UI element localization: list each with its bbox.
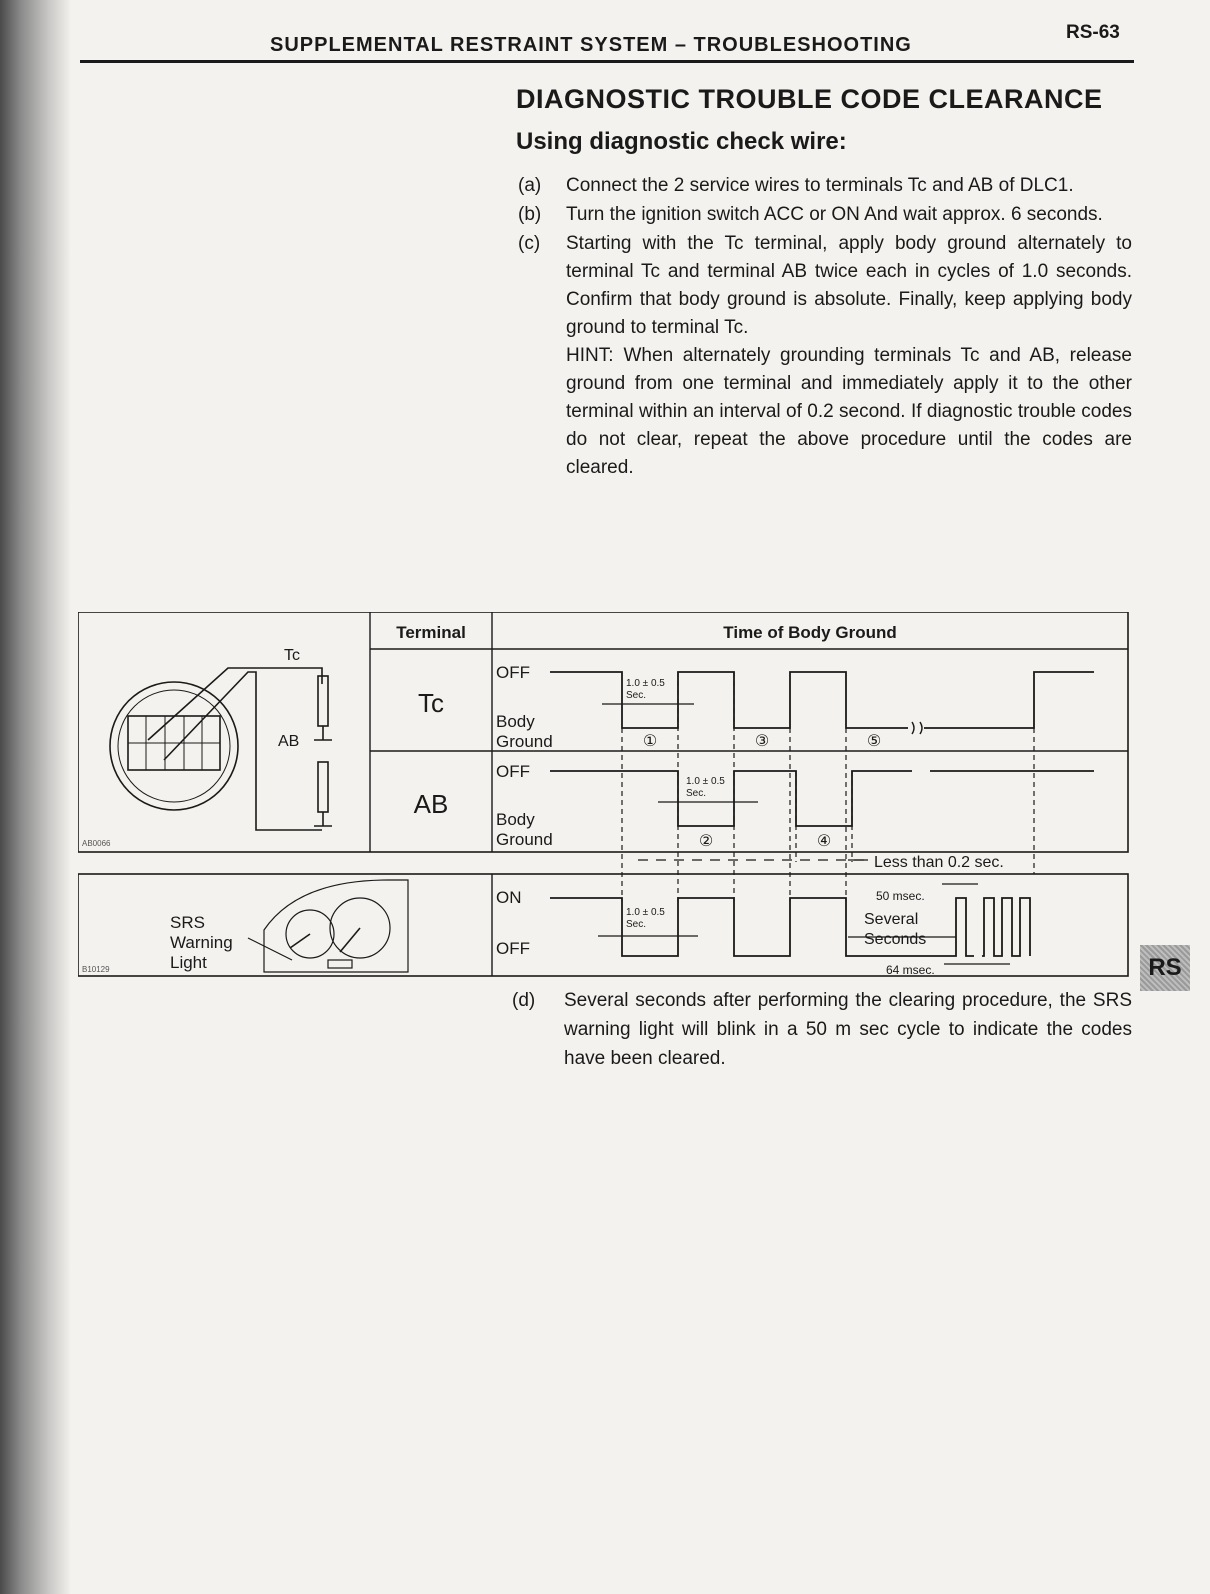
figure-code-2: B10129 <box>82 965 110 974</box>
page-binding-shadow <box>0 0 70 1594</box>
procedure-steps <box>518 172 1132 483</box>
timing-diagram-figure <box>78 612 1130 978</box>
srs-label-2: Warning <box>170 933 233 952</box>
tc-off-label: OFF <box>496 663 530 682</box>
section-tab-rs: RS <box>1140 945 1190 991</box>
tc-waveform <box>550 672 908 728</box>
light-blink-waveform <box>982 898 1030 956</box>
tc-waveform-final <box>924 672 1094 728</box>
light-off-label: OFF <box>496 939 530 958</box>
pulse-label-1: ① <box>642 733 658 750</box>
msec64-label: 64 msec. <box>886 963 935 977</box>
ab-ground-label-2: Ground <box>496 830 553 849</box>
srs-label-1: SRS <box>170 913 205 932</box>
step-text: Several seconds after performing the clearing procedure, the SRS warning light will blink in a 50 m sec cycle to indicate the codes have been cleared. <box>564 990 1132 1069</box>
srs-label-3: Light <box>170 953 207 972</box>
light-on-label: ON <box>496 888 522 907</box>
step-marker: (c) <box>518 233 541 254</box>
tc-timing-value: 1.0 ± 0.5 <box>626 678 665 689</box>
pulse-label-5: ⑤ <box>866 733 882 750</box>
pulse-label-4: ④ <box>816 833 832 850</box>
tc-timing-unit: Sec. <box>626 690 647 701</box>
diagram-frame-top <box>78 612 1128 852</box>
step-b <box>518 201 1132 229</box>
wire-label-tc: Tc <box>284 647 300 664</box>
step-text: Connect the 2 service wires to terminals Tc and AB of DLC1. <box>566 175 1074 196</box>
pulse-label-2: ② <box>698 833 714 850</box>
ab-waveform <box>550 771 912 826</box>
tc-break-mark <box>912 722 922 734</box>
light-timing-unit: Sec. <box>626 919 647 930</box>
row-label-tc: Tc <box>418 688 444 718</box>
step-a <box>518 172 1132 200</box>
step-marker: (d) <box>512 990 536 1011</box>
ab-ground-label-1: Body <box>496 810 535 829</box>
step-marker: (a) <box>518 175 542 196</box>
step-d <box>512 986 1132 1073</box>
ab-timing-unit: Sec. <box>686 788 707 799</box>
header-rule <box>80 60 1134 63</box>
combination-meter-illustration <box>248 880 408 972</box>
tc-ground-label-2: Ground <box>496 732 553 751</box>
step-text: Turn the ignition switch ACC or ON And wait approx. 6 seconds. <box>566 204 1103 225</box>
less-than-label: Less than 0.2 sec. <box>874 854 1004 871</box>
hint-label: HINT: <box>566 345 614 366</box>
running-header-title: SUPPLEMENTAL RESTRAINT SYSTEM – TROUBLESHOOTING <box>270 34 912 56</box>
ab-timing-value: 1.0 ± 0.5 <box>686 776 725 787</box>
step-marker: (b) <box>518 204 542 225</box>
wire-label-ab: AB <box>278 733 300 750</box>
several-label: Several <box>864 911 919 928</box>
header-terminal: Terminal <box>396 623 466 642</box>
figure-code-1: AB0066 <box>82 839 111 848</box>
row-label-ab: AB <box>413 789 449 819</box>
hint-text: When alternately grounding terminals Tc and AB, release ground from one terminal and immediately apply it to the other terminal within an interval of 0.2 second. If diagnostic trouble codes do not clear, repeat the above procedure until the codes are cleared. <box>566 345 1132 478</box>
diagram-frame-bottom <box>78 874 1128 976</box>
section-subtitle: Using diagnostic check wire: <box>516 128 847 155</box>
light-timing-value: 1.0 ± 0.5 <box>626 907 665 918</box>
seconds-label: Seconds <box>864 931 927 948</box>
tc-ground-label-1: Body <box>496 712 535 731</box>
section-title: DIAGNOSTIC TROUBLE CODE CLEARANCE <box>516 84 1103 114</box>
pulse-label-3: ③ <box>754 733 770 750</box>
header-time-of-body-ground: Time of Body Ground <box>723 623 897 642</box>
step-c <box>518 230 1132 482</box>
msec50-label: 50 msec. <box>876 889 925 903</box>
timing-diagram <box>78 612 1130 978</box>
ab-off-label: OFF <box>496 762 530 781</box>
step-text <box>566 230 1132 482</box>
step-c-body: Starting with the Tc terminal, apply body ground alternately to terminal Tc and terminal AB twice each in cycles of 1.0 seconds. Confirm that body ground is absolute. Finally, keep applying body ground to terminal Tc. <box>566 233 1132 338</box>
page-number: RS-63 <box>1066 22 1120 43</box>
